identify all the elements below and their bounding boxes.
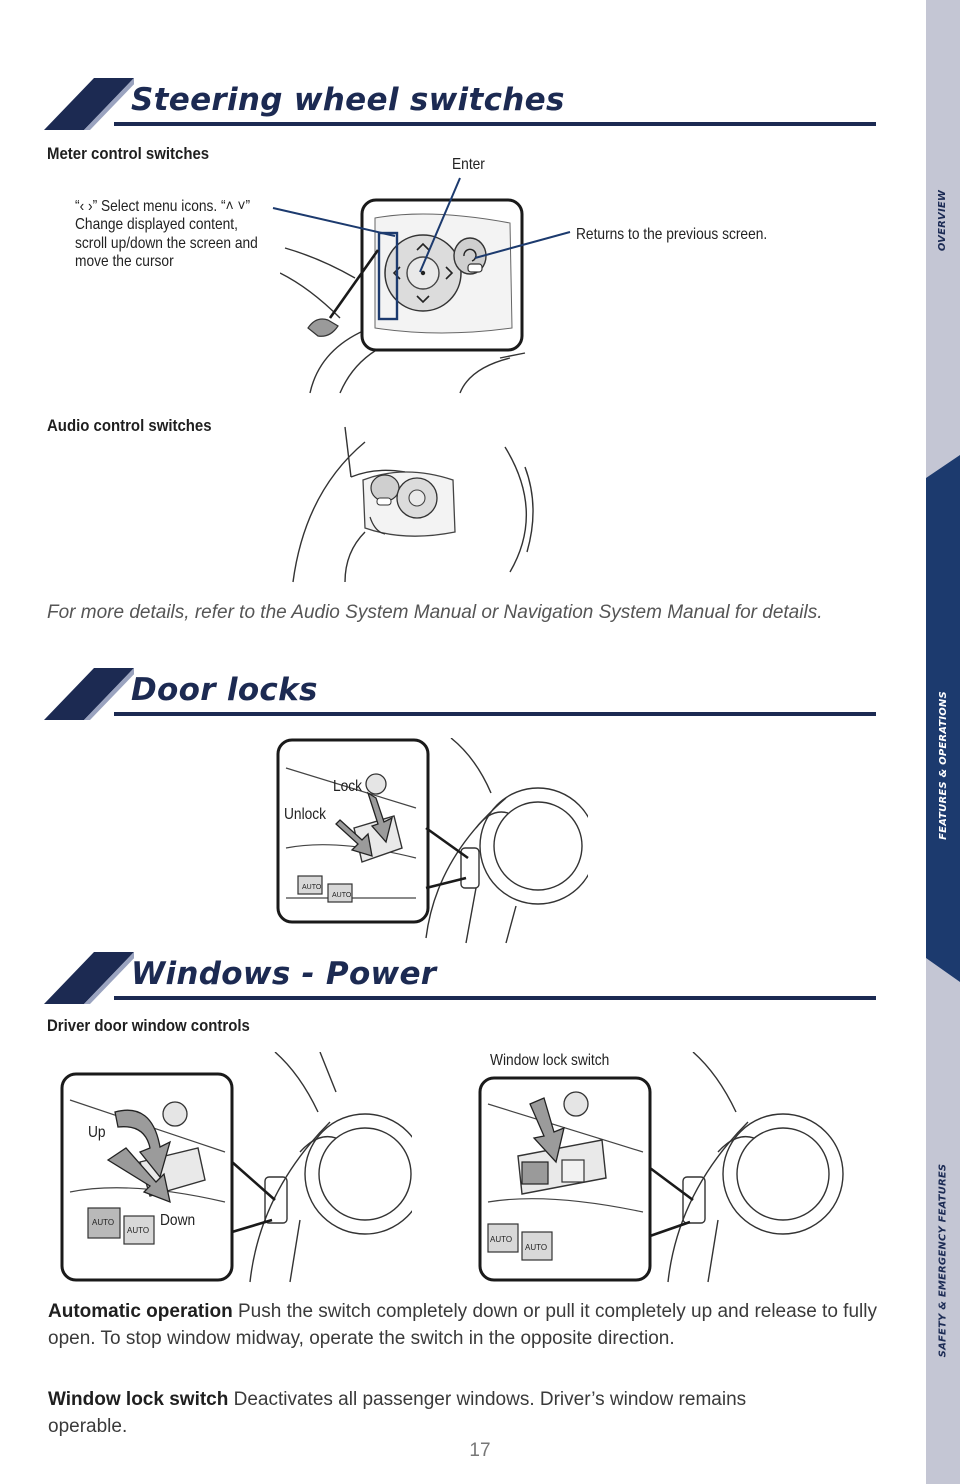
lock-auto-label-2: AUTO <box>525 1243 548 1252</box>
section-title-windows: Windows - Power <box>131 956 437 992</box>
door-auto-label-2: AUTO <box>332 892 352 899</box>
callout-lock: Lock <box>333 778 363 795</box>
callout-down: Down <box>160 1212 196 1229</box>
window-lock-text: Deactivates all passenger windows. Driver’s window remains operable. <box>48 1389 747 1437</box>
page-number: 17 <box>469 1440 491 1461</box>
callout-select-menu: “‹ ›” Select menu icons. “˄ ˅” Change displayed content, scroll up/down the screen and move the cursor <box>75 198 258 271</box>
driver-window-label: Driver door window controls <box>47 1016 250 1035</box>
sidebar-tab-safety-label: SAFETY & EMERGENCY FEATURES <box>937 1163 949 1357</box>
audio-control-illustration <box>285 422 545 584</box>
callout-up: Up <box>88 1124 106 1141</box>
callout-enter: Enter <box>452 156 485 173</box>
meter-control-label: Meter control switches <box>47 144 210 163</box>
lock-auto-label-1: AUTO <box>490 1235 513 1244</box>
section-header-door-locks <box>44 668 876 720</box>
section-header-steering <box>44 78 876 130</box>
sidebar-tab-features-label: FEATURES & OPERATIONS <box>937 690 949 840</box>
door-lock-illustration <box>276 738 588 944</box>
audio-control-label: Audio control switches <box>47 416 212 435</box>
automatic-operation-paragraph <box>48 1298 878 1352</box>
section-title-steering: Steering wheel switches <box>131 82 565 118</box>
automatic-operation-heading: Automatic operation <box>48 1301 233 1322</box>
section-rule-windows <box>114 996 876 1000</box>
section-rule-door <box>114 712 876 716</box>
callout-unlock: Unlock <box>284 806 327 823</box>
section-rule <box>114 122 876 126</box>
window-lock-paragraph <box>48 1386 808 1440</box>
window-auto-label-2: AUTO <box>127 1226 150 1235</box>
automatic-operation-text: Push the switch completely down or pull it completely up and release to fully open. To stop window midway, operate the switch in the opposite direction. <box>48 1301 877 1349</box>
door-auto-label-1: AUTO <box>302 884 322 891</box>
window-up-down-illustration <box>60 1052 412 1284</box>
steering-note: For more details, refer to the Audio System Manual or Navigation System Manual for details. <box>47 602 823 623</box>
callout-return: Returns to the previous screen. <box>576 226 768 243</box>
window-lock-heading: Window lock switch <box>48 1389 229 1410</box>
section-title-door-locks: Door locks <box>131 672 318 708</box>
section-sidebar <box>926 0 960 1484</box>
sidebar-tab-safety-emergency[interactable] <box>926 1090 960 1430</box>
window-auto-label-1: AUTO <box>92 1218 115 1227</box>
window-lock-illustration <box>478 1052 874 1284</box>
sidebar-tab-features-operations[interactable] <box>926 620 960 910</box>
sidebar-tab-overview-label: OVERVIEW <box>937 189 949 251</box>
callout-window-lock-switch: Window lock switch <box>490 1052 610 1069</box>
section-header-windows <box>44 952 876 1004</box>
sidebar-tab-overview[interactable] <box>926 130 960 310</box>
meter-callout-lines <box>270 174 590 284</box>
